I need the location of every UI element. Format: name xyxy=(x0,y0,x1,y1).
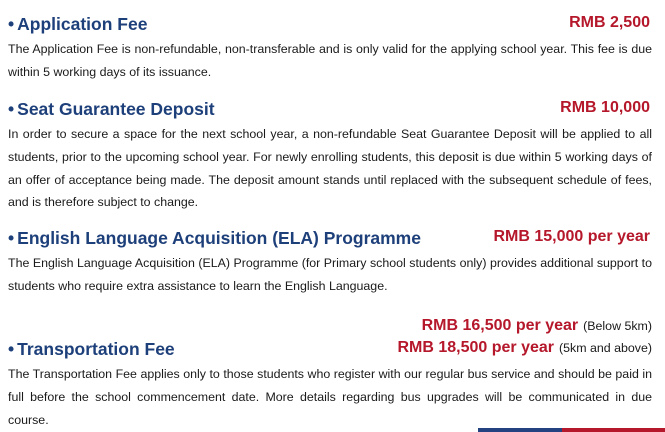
bullet-icon: • xyxy=(8,99,15,119)
section-heading-row xyxy=(8,339,652,363)
fee-section-seat-deposit xyxy=(8,99,652,214)
section-description: In order to secure a space for the next school year, a non-refundable Seat Guarantee Deposit will be applied to all students, prior to the upcoming school year. For newly enrolling students, this deposit is due within 5 working days of an offer of acceptance being made. The deposit amount stands until replaced with the subsequent schedule of fees, and is therefore subject to change. xyxy=(8,127,652,210)
section-description: The Transportation Fee applies only to those students who register with our regular bus service and should be paid in full before the school commencement date. More details regarding bus upgrades will be communicated in due course. xyxy=(8,367,652,427)
section-title xyxy=(8,14,147,35)
fee-amount-row-below-5km xyxy=(422,317,652,335)
section-title xyxy=(8,339,175,360)
fee-amount: RMB 10,000 xyxy=(560,99,650,116)
section-title-text: Application Fee xyxy=(17,14,148,34)
fee-amount-row-5km-above xyxy=(397,339,652,357)
fee-distance-note: (Below 5km) xyxy=(583,319,652,333)
section-title xyxy=(8,228,421,249)
bullet-icon: • xyxy=(8,14,15,34)
section-description: The Application Fee is non-refundable, non-transferable and is only valid for the applying school year. This fee is due within 5 working days of its issuance. xyxy=(8,42,652,79)
section-title-text: English Language Acquisition (ELA) Programme xyxy=(17,228,421,248)
section-heading-row xyxy=(8,99,652,123)
section-heading-row xyxy=(8,228,652,252)
section-title-text: Seat Guarantee Deposit xyxy=(17,99,215,119)
fee-distance-note: (5km and above) xyxy=(559,341,652,355)
fee-section-transportation xyxy=(8,317,652,431)
fee-section-ela-programme xyxy=(8,228,652,298)
footer-accent-line xyxy=(478,428,665,432)
section-title xyxy=(8,99,215,120)
fee-amount: RMB 18,500 per year xyxy=(397,339,555,356)
fee-section-application xyxy=(8,14,652,84)
fee-amount: RMB 16,500 per year xyxy=(421,317,579,334)
bullet-icon: • xyxy=(8,228,15,248)
fee-amount: RMB 2,500 xyxy=(569,14,650,31)
fee-amount: RMB 15,000 per year xyxy=(493,228,650,245)
section-title-text: Transportation Fee xyxy=(17,339,175,359)
bullet-icon: • xyxy=(8,339,15,359)
section-description: The English Language Acquisition (ELA) Programme (for Primary school students only) provides additional support to students who require extra assistance to learn the English Language. xyxy=(8,256,652,293)
section-heading-row xyxy=(8,14,652,38)
